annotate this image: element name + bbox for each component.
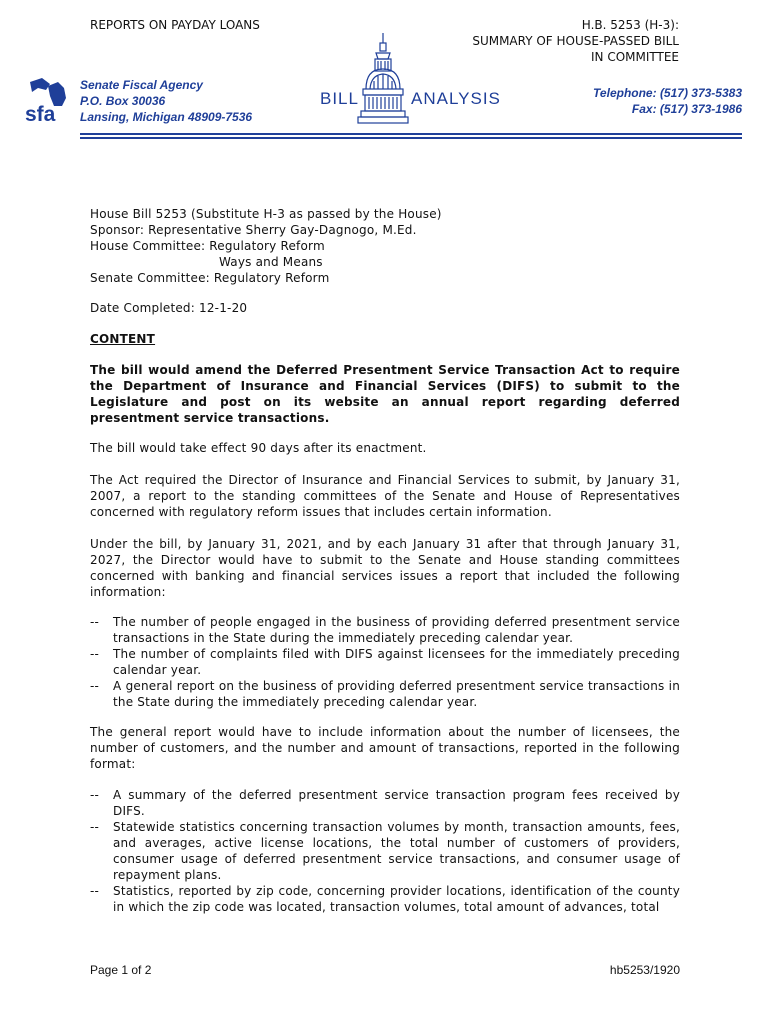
agency-city: Lansing, Michigan 48909-7536 — [80, 110, 253, 124]
analysis-word: ANALYSIS — [411, 89, 501, 108]
bill-word: BILL — [320, 89, 359, 108]
letterhead-rule — [80, 133, 742, 140]
agency-contact-block — [593, 85, 742, 117]
list-item — [90, 646, 680, 678]
required-information-list — [90, 614, 680, 710]
header-status: IN COMMITTEE — [590, 50, 679, 64]
dash-marker: -- — [90, 647, 100, 661]
current-act-paragraph: The Act required the Director of Insurance and Financial Services to submit, by January 31, 2007, a report to the standing committees of the Senate and House of Representatives concerned with regulatory reform issues that includes certain information. — [90, 473, 680, 519]
bill-sponsor: Sponsor: Representative Sherry Gay-Dagnogo, M.Ed. — [90, 223, 417, 237]
list-item — [90, 614, 680, 646]
list-item-text: A summary of the deferred presentment service transaction program fees received by DIFS. — [113, 788, 680, 818]
list-item-text: A general report on the business of providing deferred presentment service transactions in the State during the immediately preceding calendar year. — [113, 679, 680, 709]
effective-date-paragraph: The bill would take effect 90 days after its enactment. — [90, 441, 427, 455]
sfa-logo-text: sfa — [25, 103, 56, 126]
header-summary-type: SUMMARY OF HOUSE-PASSED BILL — [472, 34, 679, 48]
bill-metadata — [90, 206, 442, 286]
list-item — [90, 819, 680, 883]
running-header-left: REPORTS ON PAYDAY LOANS — [90, 18, 260, 32]
running-header-right — [472, 17, 679, 65]
general-report-paragraph: The general report would have to include information about the number of licensees, the number of customers, and the number and amount of transactions, reported in the following format: — [90, 725, 680, 771]
dash-marker: -- — [90, 820, 100, 834]
house-committee-second: Ways and Means — [219, 255, 323, 269]
date-completed: Date Completed: 12-1-20 — [90, 301, 248, 315]
agency-name: Senate Fiscal Agency — [80, 78, 203, 92]
list-item-text: The number of complaints filed with DIFS against licensees for the immediately preceding calendar year. — [113, 647, 680, 677]
list-item — [90, 678, 680, 710]
capitol-dome-icon — [356, 31, 410, 125]
dash-marker: -- — [90, 788, 100, 802]
bill-requirement-paragraph: Under the bill, by January 31, 2021, and by each January 31 after that through January 31, 2027, the Director would have to submit to the Senate and House standing committees concerned with banking and financial services issues a report that included the following information: — [90, 537, 680, 599]
report-format-list — [90, 787, 680, 915]
bill-identifier: House Bill 5253 (Substitute H-3 as passed by the House) — [90, 207, 442, 221]
page-number: Page 1 of 2 — [90, 963, 152, 977]
agency-po-box: P.O. Box 30036 — [80, 94, 166, 108]
content-heading: CONTENT — [90, 332, 156, 346]
document-code: hb5253/1920 — [609, 963, 680, 977]
agency-address-block — [80, 77, 252, 125]
list-item-text: The number of people engaged in the business of providing deferred presentment service transactions in the State during the immediately preceding calendar year. — [113, 615, 680, 645]
list-item — [90, 883, 680, 915]
header-bill-number: H.B. 5253 (H-3): — [581, 18, 679, 32]
bill-summary: The bill would amend the Deferred Presentment Service Transaction Act to require the Department of Insurance and Financial Services (DIFS) to submit to the Legislature and post on its website an annual report regarding deferred presentment service transactions. — [90, 363, 680, 425]
house-committee: House Committee: Regulatory Reform — [90, 239, 325, 253]
list-item — [90, 787, 680, 819]
list-item-text: Statistics, reported by zip code, concerning provider locations, identification of the county in which the zip code was located, transaction volumes, total amount of advances, total — [113, 884, 680, 914]
dash-marker: -- — [90, 615, 100, 629]
sfa-logo — [24, 76, 78, 126]
dash-marker: -- — [90, 679, 100, 693]
senate-committee: Senate Committee: Regulatory Reform — [90, 271, 330, 285]
agency-telephone: Telephone: (517) 373-5383 — [593, 86, 742, 100]
list-item-text: Statewide statistics concerning transaction volumes by month, transaction amounts, fees, and averages, active license locations, the total number of customers of providers, consumer usage of deferred presentment service transactions, and consumer usage of repayment plans. — [113, 820, 680, 882]
agency-fax: Fax: (517) 373-1986 — [631, 102, 742, 116]
dash-marker: -- — [90, 884, 100, 898]
